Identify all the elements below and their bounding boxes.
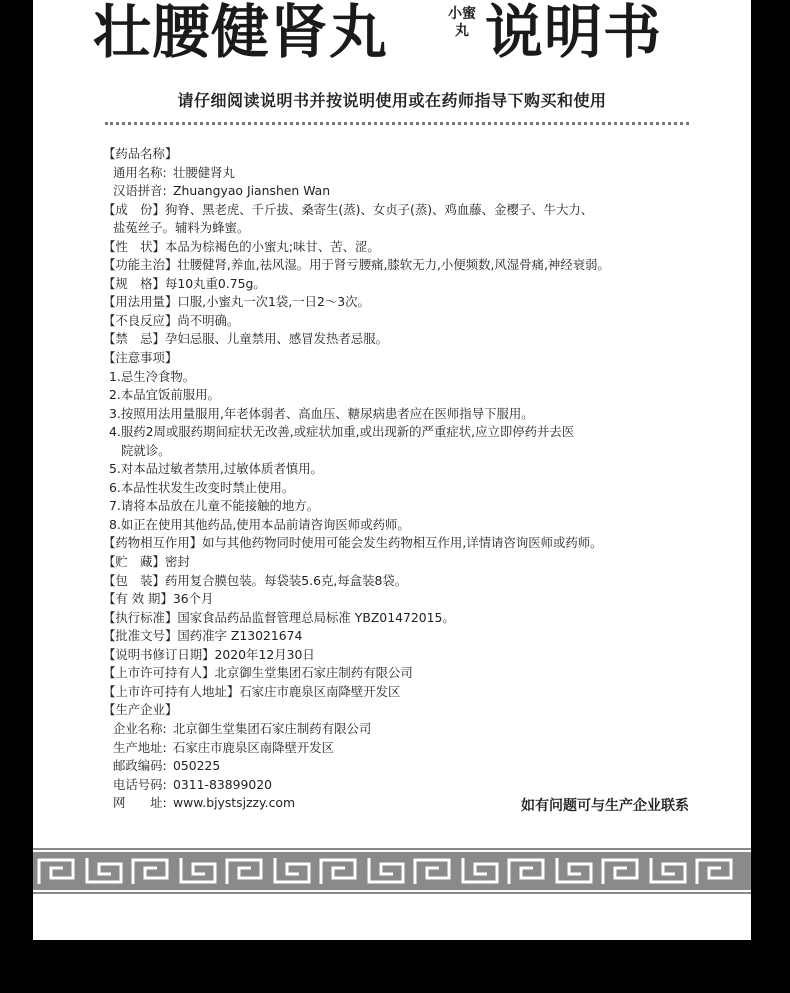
note-item: 6.本品性状发生改变时禁止使用。	[109, 479, 295, 495]
field-label: 【贮 藏】	[103, 554, 165, 570]
field-label: 【性 状】	[103, 238, 165, 254]
field-label: 【上市许可持有人】	[103, 665, 215, 681]
title-main: 壮腰健肾丸	[93, 0, 389, 66]
field-value: 如与其他药物同时使用可能会发生药物相互作用,详情请咨询医师或药师。	[202, 535, 603, 551]
note-item: 3.按照用法用量服用,年老体弱者、高血压、糖尿病患者应在医师指导下服用。	[109, 405, 534, 421]
instruction-sheet	[33, 0, 751, 940]
validity-row	[103, 590, 743, 609]
field-value: 药用复合膜包装。每袋装5.6克,每盒装8袋。	[164, 572, 408, 588]
composition-row-cont	[103, 219, 743, 238]
field-value: 36个月	[172, 591, 214, 607]
field-value: 密封	[164, 554, 190, 570]
contact-note: 如有问题可与生产企业联系	[521, 798, 689, 814]
field-label: 企业名称:	[113, 720, 167, 736]
specification-row	[103, 275, 743, 294]
interactions-row	[103, 534, 743, 553]
field-label: 【上市许可持有人地址】	[103, 683, 240, 699]
field-value: 壮腰健肾丸	[173, 164, 235, 180]
field-value: 本品为棕褐色的小蜜丸;味甘、苦、涩。	[164, 238, 380, 254]
note-item: 7.请将本品放在儿童不能接触的地方。	[109, 498, 320, 514]
indications-row	[103, 256, 743, 275]
approval-row	[103, 627, 743, 646]
field-value: 壮腰健肾,养血,祛风湿。用于肾亏腰痛,膝软无力,小便频数,风湿骨痛,神经衰弱。	[177, 257, 610, 273]
field-value: 口服,小蜜丸一次1袋,一日2～3次。	[177, 294, 370, 310]
field-label: 【包 装】	[103, 572, 165, 588]
field-label: 【不良反应】	[103, 312, 178, 328]
field-value: Zhuangyao Jianshen Wan	[173, 183, 331, 199]
field-value: 石家庄市鹿泉区南降壁开发区	[239, 683, 401, 699]
field-value: 盐菟丝子。辅料为蜂蜜。	[113, 220, 250, 236]
reading-notice: 请仔细阅读说明书并按说明使用或在药师指导下购买和使用	[177, 91, 607, 110]
properties-row	[103, 238, 743, 257]
field-label: 【成 份】	[103, 201, 165, 217]
field-label: 通用名称:	[113, 164, 167, 180]
license-holder-address-row	[103, 683, 743, 702]
note-item: 4.服药2周或服药期间症状无改善,或症状加重,或出现新的严重症状,应立即停药并去医	[109, 424, 575, 440]
title-sub: 小蜜丸	[448, 6, 476, 39]
field-label: 【说明书修订日期】	[103, 646, 215, 662]
package-row	[103, 572, 743, 591]
note-item: 2.本品宜饭前服用。	[109, 387, 220, 403]
field-value: 孕妇忌服、儿童禁用、感冒发热者忌服。	[164, 331, 388, 347]
field-label: 电话号码:	[113, 776, 167, 792]
contraindications-row	[103, 330, 743, 349]
note-item: 1.忌生冷食物。	[109, 368, 196, 384]
phone-row	[103, 776, 743, 795]
field-label: 邮政编码:	[113, 758, 167, 774]
decorative-border	[33, 848, 751, 894]
section-heading: 【生产企业】	[103, 702, 178, 718]
field-value: 国家食品药品监督管理总局标准 YBZ01472015。	[177, 609, 455, 625]
dosage-row	[103, 293, 743, 312]
adverse-reactions-row	[103, 312, 743, 331]
manufacturer-address-row	[103, 739, 743, 758]
pinyin-row	[103, 182, 743, 201]
revision-date-row	[103, 646, 743, 665]
field-label: 【执行标准】	[103, 609, 178, 625]
field-value: 050225	[173, 758, 221, 774]
zip-row	[103, 757, 743, 776]
note-item: 8.如正在使用其他药品,使用本品前请咨询医师或药师。	[109, 516, 410, 532]
standard-row	[103, 609, 743, 628]
note-item: 5.对本品过敏者禁用,过敏体质者慎用。	[109, 461, 324, 477]
field-value: 尚不明确。	[177, 312, 240, 328]
field-value: 国药准字 Z13021674	[177, 628, 303, 644]
manufacturer-name-row	[103, 720, 743, 739]
section-heading: 【注意事项】	[103, 350, 178, 366]
field-value: 石家庄市鹿泉区南降壁开发区	[173, 739, 335, 755]
field-label: 【有 效 期】	[103, 591, 173, 607]
field-label: 【规 格】	[103, 275, 165, 291]
field-value: 0311-83899020	[173, 776, 273, 792]
field-value: 北京御生堂集团石家庄制药有限公司	[173, 720, 372, 736]
website-link[interactable]: www.bjystsjzzy.com	[173, 795, 296, 811]
license-holder-row	[103, 664, 743, 683]
field-label: 网 址:	[113, 795, 167, 811]
field-label: 【禁 忌】	[103, 331, 165, 347]
field-value: 北京御生堂集团石家庄制药有限公司	[214, 665, 413, 681]
title-suffix: 说明书	[485, 0, 663, 66]
storage-row	[103, 553, 743, 572]
dotted-divider	[105, 122, 689, 125]
field-label: 【功能主治】	[103, 257, 178, 273]
field-label: 【药物相互作用】	[103, 535, 203, 551]
field-label: 生产地址:	[113, 739, 167, 755]
field-label: 【批准文号】	[103, 628, 178, 644]
note-item-cont: 院就诊。	[121, 442, 171, 458]
title-block	[33, 0, 751, 68]
common-name-row	[103, 164, 743, 183]
field-label: 【用法用量】	[103, 294, 178, 310]
meander-pattern-icon	[33, 848, 751, 894]
field-value: 狗脊、黑老虎、千斤拔、桑寄生(蒸)、女贞子(蒸)、鸡血藤、金樱子、牛大力、	[164, 201, 594, 217]
field-label: 汉语拼音:	[113, 183, 167, 199]
composition-row	[103, 201, 743, 220]
field-value: 每10丸重0.75g。	[164, 275, 266, 291]
section-heading: 【药品名称】	[103, 146, 178, 161]
instruction-body	[103, 145, 743, 813]
field-value: 2020年12月30日	[214, 646, 315, 662]
